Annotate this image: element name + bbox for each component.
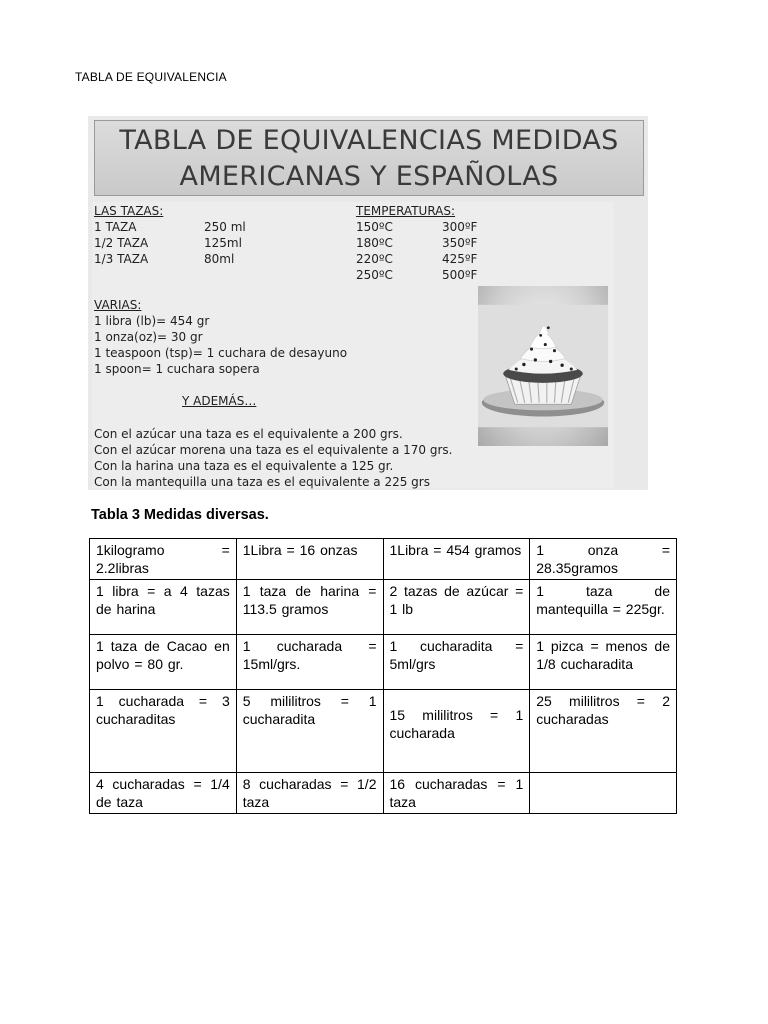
table-cell: 1 libra = a 4 tazas de harina	[90, 580, 237, 635]
taza-label: 1/3 TAZA	[94, 252, 149, 266]
table-cell: 1kilogramo = 2.2libras	[90, 539, 237, 580]
ademas-line: Con la harina una taza es el equivalente a 125 gr.	[94, 459, 394, 473]
temperaturas-header: TEMPERATURAS:	[356, 204, 456, 218]
table-cell: 1 cucharada = 3 cucharaditas	[90, 690, 237, 773]
varias-line: 1 libra (lb)= 454 gr	[94, 314, 210, 328]
image-banner	[94, 120, 644, 196]
table-cell: 1 cucharada = 15ml/grs.	[236, 635, 383, 690]
table-cell: 1Libra = 16 onzas	[236, 539, 383, 580]
image-title-line2: AMERICANAS Y ESPAÑOLAS	[179, 161, 559, 192]
table-cell: 5 mililitros = 1 cucharadita	[236, 690, 383, 773]
varias-header: VARIAS:	[94, 298, 142, 312]
table-row	[90, 580, 677, 635]
temp-celsius: 220ºC	[356, 252, 393, 266]
ademas-line: Con el azúcar una taza es el equivalente a 200 grs.	[94, 427, 403, 441]
table-cell: 25 mililitros = 2 cucharadas	[530, 690, 677, 773]
table-row	[90, 690, 677, 773]
table-cell: 2 tazas de azúcar = 1 lb	[383, 580, 530, 635]
temp-celsius: 150ºC	[356, 220, 393, 234]
table-caption: Tabla 3 Medidas diversas.	[91, 507, 269, 523]
table-cell: 1 pizca = menos de 1/8 cucharadita	[530, 635, 677, 690]
temp-fahrenheit: 425ºF	[442, 252, 478, 266]
cupcake-image	[478, 286, 608, 446]
temp-celsius: 180ºC	[356, 236, 393, 250]
taza-label: 1/2 TAZA	[94, 236, 149, 250]
table-cell: 8 cucharadas = 1/2 taza	[236, 773, 383, 814]
table-row	[90, 635, 677, 690]
table-cell: 1 taza de harina = 113.5 gramos	[236, 580, 383, 635]
varias-line: 1 teaspoon (tsp)= 1 cuchara de desayuno	[94, 346, 348, 360]
table-cell	[530, 773, 677, 814]
measures-table	[89, 538, 677, 814]
temp-fahrenheit: 500ºF	[442, 268, 478, 282]
equivalence-image	[88, 116, 648, 490]
table-cell: 1 taza de mantequilla = 225gr.	[530, 580, 677, 635]
table-cell: 1 onza = 28.35gramos	[530, 539, 677, 580]
table-cell: 15 mililitros = 1 cucharada	[383, 690, 530, 773]
ademas-line: Con el azúcar morena una taza es el equivalente a 170 grs.	[94, 443, 453, 457]
temp-celsius: 250ºC	[356, 268, 393, 282]
table-cell: 4 cucharadas = 1/4 de taza	[90, 773, 237, 814]
image-title-line1: TABLA DE EQUIVALENCIAS MEDIDAS	[119, 125, 619, 156]
taza-value: 80ml	[204, 252, 235, 266]
varias-line: 1 onza(oz)= 30 gr	[94, 330, 203, 344]
varias-line: 1 spoon= 1 cuchara sopera	[94, 362, 260, 376]
ademas-header: Y ADEMÁS…	[182, 394, 257, 408]
temp-fahrenheit: 300ºF	[442, 220, 478, 234]
document-heading: TABLA DE EQUIVALENCIA	[75, 70, 227, 84]
table-cell: 1 taza de Cacao en polvo = 80 gr.	[90, 635, 237, 690]
tazas-header: LAS TAZAS:	[94, 204, 164, 218]
ademas-line: Con la mantequilla una taza es el equivalente a 225 grs	[94, 475, 430, 489]
table-cell: 16 cucharadas = 1 taza	[383, 773, 530, 814]
table-row	[90, 773, 677, 814]
taza-value: 125ml	[204, 236, 242, 250]
table-row	[90, 539, 677, 580]
table-cell: 1Libra = 454 gramos	[383, 539, 530, 580]
taza-value: 250 ml	[204, 220, 246, 234]
taza-label: 1 TAZA	[94, 220, 137, 234]
temp-fahrenheit: 350ºF	[442, 236, 478, 250]
table-cell: 1 cucharadita = 5ml/grs	[383, 635, 530, 690]
